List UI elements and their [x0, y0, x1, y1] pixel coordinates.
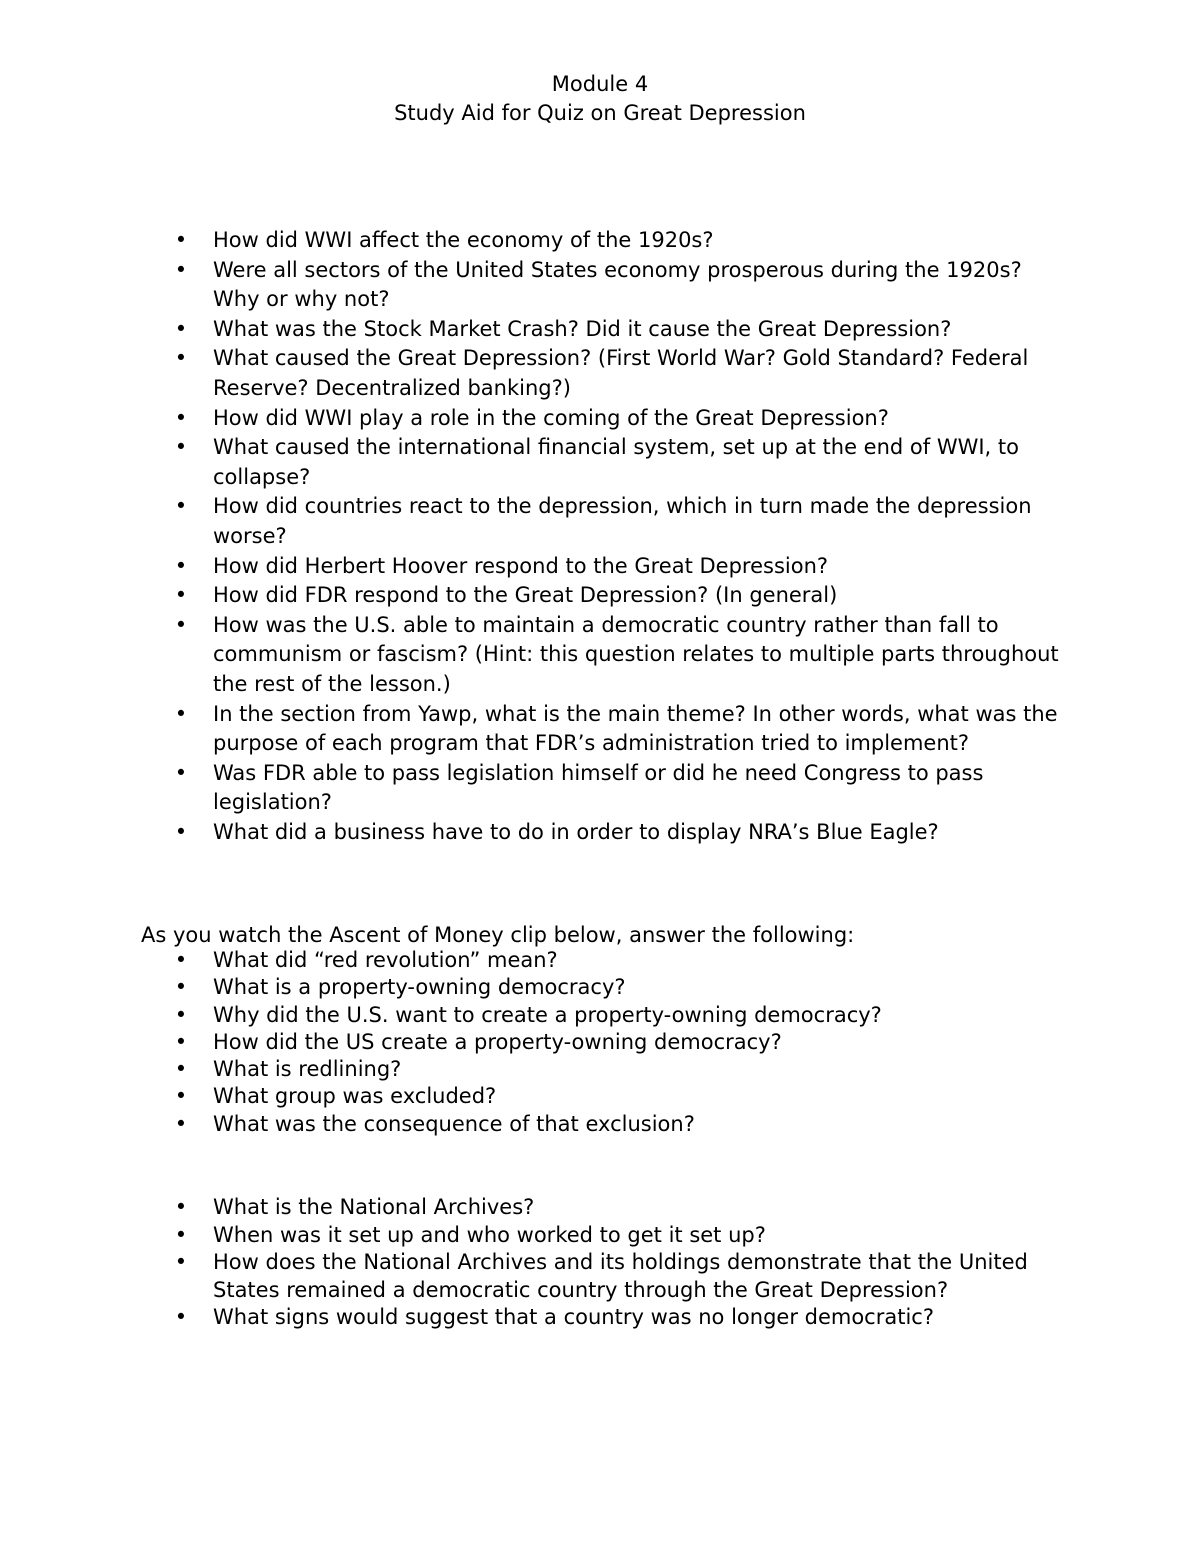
list-item [0, 818, 1073, 848]
bullet-icon: • [174, 257, 188, 282]
question-text: What is the National Archives? [213, 1195, 535, 1219]
list-item [0, 611, 1073, 700]
bullet-icon: • [174, 1029, 188, 1054]
list-item [0, 1222, 1073, 1250]
bullet-icon: • [174, 494, 188, 519]
bullet-icon: • [174, 1057, 188, 1082]
bullet-icon: • [174, 612, 188, 637]
module-title: Module 4 [551, 72, 649, 96]
question-text: When was it set up and who worked to get it set up? [213, 1222, 766, 1247]
bullet-icon: • [174, 316, 188, 341]
bullet-icon: • [174, 948, 188, 972]
question-text: What caused the Great Depression? (First World War? Gold Standard? Federal Reserve? Decentralized banking?) [213, 346, 1029, 400]
question-text: What signs would suggest that a country was no longer democratic? [213, 1305, 934, 1329]
question-list-ascent-of-money [0, 947, 1073, 1138]
list-item [0, 226, 1073, 256]
question-text: How did Herbert Hoover respond to the Great Depression? [213, 553, 829, 578]
list-item [0, 759, 1073, 818]
bullet-icon: • [174, 1305, 188, 1329]
question-text: How did countries react to the depression, which in turn made the depression worse? [213, 494, 1032, 548]
document-subtitle: Study Aid for Quiz on Great Depression [394, 101, 806, 125]
list-item [0, 1002, 1073, 1029]
question-text: How was the U.S. able to maintain a democratic country rather than fall to communism or fascism? (Hint: this question relates to multiple parts throughout the rest of the lesson.) [213, 612, 1059, 696]
question-text: How does the National Archives and its holdings demonstrate that the United States remained a democratic country through the Great Depression? [213, 1250, 1028, 1302]
list-item [0, 1249, 1073, 1304]
bullet-icon: • [174, 1002, 188, 1027]
question-text: What group was excluded? [213, 1084, 497, 1109]
question-text: What did a business have to do in order to display NRA’s Blue Eagle? [213, 819, 939, 844]
bullet-icon: • [174, 228, 188, 252]
list-item [0, 552, 1073, 582]
list-item [0, 256, 1073, 315]
question-list-main [0, 226, 1073, 847]
question-text: Why did the U.S. want to create a property-owning democracy? [213, 1002, 882, 1027]
list-item [0, 1083, 1073, 1110]
list-item [0, 1304, 1073, 1332]
list-item [0, 974, 1073, 1001]
title-block [0, 70, 1200, 128]
question-text: Were all sectors of the United States economy prosperous during the 1920s? Why or why not? [213, 257, 1022, 312]
bullet-icon: • [174, 405, 188, 430]
bullet-icon: • [174, 1084, 188, 1109]
bullet-icon: • [174, 1222, 188, 1247]
question-text: How did FDR respond to the Great Depression? (In general) [213, 583, 838, 608]
question-text: How did WWI affect the economy of the 1920s? [213, 228, 714, 252]
question-text: In the section from Yawp, what is the main theme? In other words, what was the purpose of each program that FDR’s administration tried to implement? [213, 701, 1058, 756]
question-text: What is a property-owning democracy? [213, 975, 626, 1000]
list-item [0, 947, 1073, 974]
list-item [0, 344, 1073, 403]
bullet-icon: • [174, 1111, 188, 1136]
bullet-icon: • [174, 346, 188, 371]
list-item [0, 1029, 1073, 1056]
bullet-icon: • [174, 1195, 188, 1219]
list-item [0, 404, 1073, 434]
question-text: How did the US create a property-owning democracy? [213, 1029, 782, 1054]
question-text: What was the consequence of that exclusion? [213, 1111, 695, 1136]
question-text: What was the Stock Market Crash? Did it cause the Great Depression? [213, 316, 952, 341]
list-item [0, 1056, 1073, 1083]
bullet-icon: • [174, 553, 188, 578]
question-text: What is redlining? [213, 1057, 402, 1082]
bullet-icon: • [174, 975, 188, 1000]
bullet-icon: • [174, 701, 188, 726]
list-item [0, 1111, 1073, 1138]
list-item [0, 433, 1073, 492]
list-item [0, 492, 1073, 551]
list-item [0, 700, 1073, 759]
section-intro: As you watch the Ascent of Money clip below, answer the following: [141, 923, 855, 947]
question-text: What caused the international financial system, set up at the end of WWI, to collapse? [213, 435, 1019, 489]
bullet-icon: • [174, 583, 188, 608]
question-text: How did WWI play a role in the coming of the Great Depression? [213, 405, 889, 430]
list-item [0, 1194, 1073, 1222]
bullet-icon: • [174, 819, 188, 844]
bullet-icon: • [174, 1250, 188, 1274]
list-item [0, 315, 1073, 345]
bullet-icon: • [174, 760, 188, 785]
bullet-icon: • [174, 435, 188, 460]
question-list-national-archives [0, 1194, 1073, 1332]
question-text: What did “red revolution” mean? [213, 948, 558, 972]
list-item [0, 581, 1073, 611]
question-text: Was FDR able to pass legislation himself or did he need Congress to pass legislation? [213, 760, 984, 815]
